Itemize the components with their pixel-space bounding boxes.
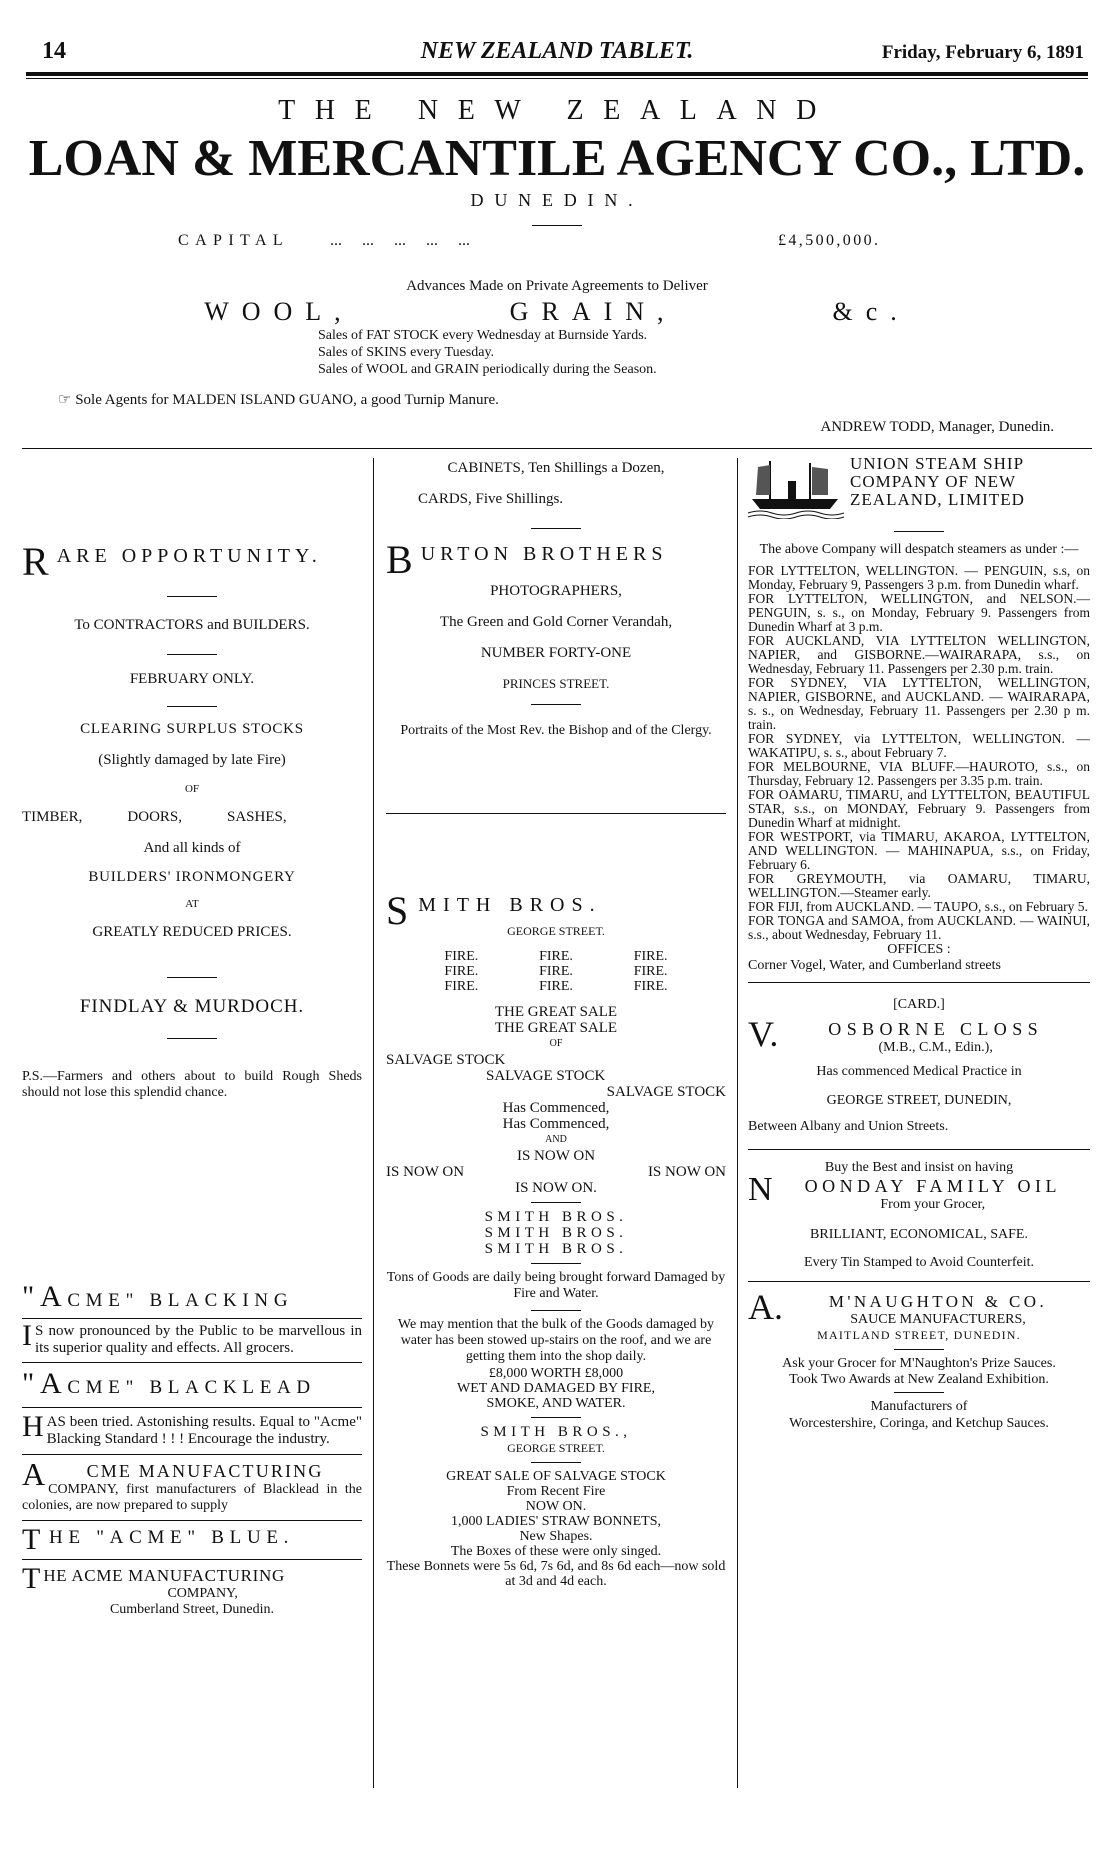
divider [167, 706, 217, 707]
mnaughton-title: M'NAUGHTON & CO. [828, 1292, 1048, 1312]
divider [531, 1202, 581, 1203]
mention-text: We may mention that the bulk of the Goods damaged by water has been stowed up-stairs on the roof, and we are getting them into the shop daily. [397, 1317, 715, 1365]
number-line: NUMBER FORTY-ONE [480, 645, 632, 661]
sales-list [318, 327, 1114, 378]
noonday-title: OONDAY FAMILY OIL [804, 1175, 1061, 1196]
divider [531, 1263, 581, 1264]
maitland-street: MAITLAND STREET, DUNEDIN. [817, 1328, 1021, 1343]
page-number: 14 [42, 38, 66, 64]
divider [167, 654, 217, 655]
sailing-item: FOR TONGA and SAMOA, from AUCKLAND. — WAINUI, s.s., about Wednesday, February 11. [748, 913, 1090, 943]
great-sale-line: THE GREAT SALE [494, 1004, 618, 1021]
between-streets: Between Albany and Union Streets. [748, 1118, 949, 1134]
mnaughton-advert [748, 1292, 1090, 1343]
commenced-line: Has Commenced, [502, 1100, 610, 1117]
sailing-item: FOR FIJI, from AUCKLAND. — TAUPO, s.s., on February 5. [748, 899, 1088, 915]
drop-cap: A. [748, 1292, 783, 1328]
divider [167, 596, 217, 597]
fire-word: FIRE. [539, 964, 573, 980]
worth-block [386, 1366, 726, 1411]
smith-bros-repeat [386, 1209, 726, 1257]
portraits-line: Portraits of the Most Rev. the Bishop and of the Clergy. [400, 723, 712, 738]
smith-bros-heading [386, 894, 726, 928]
salvage-line: SALVAGE STOCK [386, 1052, 506, 1069]
now-on-line: IS NOW ON. [515, 1180, 597, 1197]
sauce-types: Worcestershire, Coringa, and Ketchup Sauces. [789, 1415, 1049, 1431]
acme-blacking-text [22, 1323, 362, 1358]
heading-text: CME" BLACKING [67, 1290, 294, 1311]
drop-cap: B [386, 543, 418, 577]
acme-blue-heading [22, 1527, 362, 1553]
divider [167, 1038, 217, 1039]
capital-dots: ... ... ... ... ... [330, 232, 470, 249]
sales-skins: Sales of SKINS every Tuesday. [318, 345, 495, 360]
drop-cap: N [748, 1175, 773, 1208]
guano-line: ☞ Sole Agents for MALDEN ISLAND GUANO, a good Turnip Manure. [58, 392, 499, 408]
two-awards: Took Two Awards at New Zealand Exhibition. [789, 1372, 1049, 1388]
salvage-line: SALVAGE STOCK [606, 1084, 726, 1101]
tons-of-goods: Tons of Goods are daily being brought forward Damaged by Fire and Water. [386, 1270, 726, 1302]
heading-text: CME" BLACKLEAD [67, 1376, 316, 1398]
great-sale-block [386, 1004, 726, 1052]
sailing-item: FOR GREYMOUTH, via OAMARU, TIMARU, WELLINGTON.—Steamer early. [748, 871, 1090, 901]
fire-word: FIRE. [633, 949, 668, 965]
acme-adverts [22, 1280, 362, 1618]
divider [532, 225, 582, 226]
advances-line: Advances Made on Private Agreements to Deliver [406, 278, 708, 294]
section-rule [22, 448, 1092, 449]
drop-cap: R [22, 539, 54, 584]
buy-best-line: Buy the Best and insist on having [824, 1159, 1014, 1175]
drop-cap: T [22, 1527, 47, 1553]
drop-cap: S [386, 894, 416, 929]
sailing-item: FOR AUCKLAND, VIA LYTTELTON WELLINGTON, NAPIER, and GISBORNE.—WAIRARAPA, s.s., on Wednesday, February 11. Passengers per 2.30 p.m. train. [748, 633, 1090, 677]
and-line: AND [545, 1134, 567, 1146]
kinds-line: And all kinds of [143, 840, 241, 856]
of-line: OF [549, 1038, 563, 1050]
drop-cap: A [22, 1461, 46, 1492]
osborne-closs-card [748, 1019, 1090, 1056]
body-text: S now pronounced by the Public to be marvellous in its superior quality and effects. All grocers. [35, 1323, 362, 1357]
heading-text: HE "ACME" BLUE. [49, 1527, 295, 1549]
despatch-line: The above Company will despatch steamers as under :— [759, 542, 1079, 557]
timber-line: TIMBER, DOORS, SASHES, [22, 809, 287, 825]
heading-text: ARE OPPORTUNITY. [56, 545, 322, 567]
from-grocer: From your Grocer, [880, 1196, 986, 1212]
rare-opportunity-heading [22, 539, 362, 584]
commodities: WOOL, GRAIN, &c. [204, 297, 910, 326]
address-line: Cumberland Street, Dunedin. [109, 1601, 275, 1617]
smith-line: SMITH BROS. [484, 1241, 628, 1258]
column-rule-1 [373, 458, 374, 1788]
sailing-item: FOR MELBOURNE, VIA BLUFF.—HAUROTO, s.s., on Thursday, February 12. Passengers per 3.35 p.m. train. [748, 759, 1090, 789]
column-3 [748, 455, 1090, 1775]
divider [531, 1417, 581, 1418]
sailing-item: FOR SYDNEY, via LYTTELTON, WELLINGTON. — WAKATIPU, s. s., about February 7. [748, 731, 1090, 761]
boxes-singed: The Boxes of these were only singed. [450, 1543, 662, 1559]
cards-line: CARDS, Five Shillings. [418, 491, 564, 507]
fire-word: FIRE. [444, 979, 479, 995]
contractors-line: To CONTRACTORS and BUILDERS. [74, 617, 310, 633]
sailing-list [748, 564, 1090, 942]
manufacturers-of: Manufacturers of [870, 1399, 968, 1415]
divider [894, 1349, 944, 1350]
smith-line: SMITH BROS. [484, 1225, 628, 1242]
issue-date: Friday, February 6, 1891 [881, 42, 1084, 63]
great-sale-line: THE GREAT SALE [494, 1020, 618, 1037]
card-label: [CARD.] [893, 997, 945, 1013]
agency-city: DUNEDIN. [470, 190, 644, 210]
manager-line: ANDREW TODD, Manager, Dunedin. [820, 419, 1054, 435]
company-line: COMPANY, [167, 1585, 238, 1601]
now-on-line: IS NOW ON [386, 1164, 465, 1181]
sailing-item: FOR OAMARU, TIMARU, and LYTTELTON, BEAUTIFUL STAR, s.s., on MONDAY, February 9. Passengers from Dunedin Wharf at midnight. [748, 787, 1090, 831]
acme-manufacturing [22, 1461, 362, 1514]
column-2 [386, 455, 726, 1775]
body-text: AS been tried. Astonishing results. Equal to "Acme" Blacking Standard ! ! ! Encourage the industry. [46, 1413, 362, 1447]
february-only: FEBRUARY ONLY. [129, 671, 255, 687]
divider [531, 704, 581, 705]
divider [894, 531, 944, 532]
now-on-line: IS NOW ON [647, 1164, 726, 1181]
sailing-item: FOR WESTPORT, via TIMARU, AKAROA, LYTTELTON, AND WELLINGTON. — MAHINAPUA, s.s., on Friday, February 6. [748, 829, 1090, 873]
worth-line: £8,000 WORTH £8,000 [488, 1365, 624, 1381]
counterfeit-line: Every Tin Stamped to Avoid Counterfeit. [804, 1255, 1034, 1271]
acme-blacklead-text [22, 1414, 362, 1449]
ladies-bonnets: 1,000 LADIES' STRAW BONNETS, [451, 1513, 661, 1529]
agency-advert [0, 95, 1114, 435]
noonday-oil-advert [748, 1176, 1090, 1213]
of-line: OF [184, 783, 200, 795]
smoke-line: SMOKE, AND WATER. [486, 1395, 626, 1411]
osborne-degrees: (M.B., C.M., Edin.), [878, 1040, 993, 1056]
capital-label: CAPITAL [178, 232, 290, 249]
offices-label: OFFICES : [887, 942, 951, 958]
ps-note: P.S.—Farmers and others about to build Rough Sheds should not lose this splendid chance. [22, 1069, 362, 1101]
sales-fat-stock: Sales of FAT STOCK every Wednesday at Burnside Yards. [318, 328, 648, 343]
sailing-item: FOR LYTTELTON, WELLINGTON. — PENGUIN, s.s, on Monday, February 9, Passengers 3 p.m. from Dunedin wharf. [748, 563, 1090, 593]
burton-brothers-heading [386, 543, 726, 577]
sailing-item: FOR SYDNEY, VIA LYTTELTON, WELLINGTON, NAPIER, GISBORNE, and AUCKLAND. — WAIRARAPA, s. s., on Wednesday, February 11. Passengers per 2.30 p m. train. [748, 675, 1090, 733]
photographers: PHOTOGRAPHERS, [490, 583, 622, 599]
fire-word: FIRE. [444, 964, 479, 980]
acme-blacklead-heading [22, 1367, 362, 1401]
ironmongery-line: BUILDERS' IRONMONGERY [88, 869, 296, 885]
fire-grid [386, 949, 726, 994]
salvage-line: SALVAGE STOCK [486, 1068, 606, 1085]
sauce-manufacturers: SAUCE MANUFACTURERS, [850, 1312, 1026, 1328]
drop-cap: T [22, 1565, 41, 1595]
acme-company-title: HE ACME MANUFACTURING [43, 1565, 285, 1585]
now-on: NOW ON. [525, 1498, 587, 1514]
findlay-murdoch: FINDLAY & MURDOCH. [79, 996, 305, 1017]
verandah-line: The Green and Gold Corner Verandah, [439, 614, 673, 630]
wet-line: WET AND DAMAGED BY FIRE, [457, 1380, 655, 1396]
commenced-line: Has Commenced, [502, 1116, 610, 1133]
new-shapes: New Shapes. [519, 1528, 593, 1544]
prices-line: GREATLY REDUCED PRICES. [92, 924, 292, 940]
agency-name: LOAN & MERCANTILE AGENCY CO., LTD. [28, 130, 1086, 187]
fire-word: FIRE. [444, 949, 479, 965]
osborne-name: OSBORNE CLOSS [828, 1019, 1044, 1040]
offices-address: Corner Vogel, Water, and Cumberland streets [748, 958, 1001, 974]
george-street-2: GEORGE STREET. [507, 1440, 605, 1455]
page-header [20, 38, 1094, 68]
george-street: GEORGE STREET. [507, 924, 605, 939]
princes-street: PRINCES STREET. [502, 676, 610, 691]
damaged-line: (Slightly damaged by late Fire) [98, 752, 286, 768]
divider [531, 1462, 581, 1463]
fire-word: FIRE. [539, 949, 573, 965]
divider [531, 528, 581, 529]
ask-grocer: Ask your Grocer for M'Naughton's Prize Sauces. [782, 1356, 1056, 1372]
drop-cap: "A [22, 1280, 68, 1313]
masthead-title: NEW ZEALAND TABLET. [420, 38, 694, 64]
acme-mfg-title: CME MANUFACTURING [86, 1461, 324, 1481]
fire-word: FIRE. [633, 964, 668, 980]
fire-word: FIRE. [633, 979, 668, 995]
bonnet-prices: These Bonnets were 5s 6d, 7s 6d, and 8s 6d each—now sold at 3d and 4d each. [386, 1558, 726, 1589]
clearing-line: CLEARING SURPLUS STOCKS [80, 721, 304, 737]
drop-cap: V. [748, 1019, 779, 1055]
steamship-icon [748, 455, 844, 519]
drop-cap: "A [22, 1366, 68, 1400]
practice-line: Has commenced Medical Practice in [816, 1064, 1022, 1080]
drop-cap: I [22, 1323, 32, 1352]
union-steamship-heading [748, 455, 1090, 519]
column-rule-2 [737, 458, 738, 1788]
heading-text: URTON BROTHERS [420, 543, 668, 565]
header-rule [26, 72, 1088, 79]
smith-line: SMITH BROS. [484, 1209, 628, 1226]
bonnets-block [386, 1469, 726, 1589]
capital-value: £4,500,000. [778, 232, 881, 249]
now-on-line: IS NOW ON [516, 1148, 596, 1165]
great-sale-salvage: GREAT SALE OF SALVAGE STOCK [446, 1468, 666, 1484]
acme-company-address [22, 1566, 362, 1618]
recent-fire: From Recent Fire [506, 1483, 606, 1499]
body-text: COMPANY, first manufacturers of Blacklead in the colonies, are now prepared to supply [22, 1482, 362, 1514]
union-title: UNION STEAM SHIP COMPANY OF NEW ZEALAND, LIMITED [850, 455, 1025, 509]
heading-text: MITH BROS. [418, 894, 602, 917]
cabinets-line: CABINETS, Ten Shillings a Dozen, [447, 460, 665, 476]
divider [167, 977, 217, 978]
acme-blacking-heading [22, 1280, 362, 1314]
smith-bros-sign: SMITH BROS., [480, 1423, 632, 1440]
george-street-dunedin: GEORGE STREET, DUNEDIN, [826, 1092, 1012, 1108]
salvage-block [386, 1052, 726, 1196]
drop-cap: H [22, 1413, 44, 1443]
at-line: AT [185, 898, 199, 910]
divider [894, 1392, 944, 1393]
divider [531, 1310, 581, 1311]
brilliant-line: BRILLIANT, ECONOMICAL, SAFE. [810, 1226, 1028, 1242]
sailing-item: FOR LYTTELTON, WELLINGTON, and NELSON.—PENGUIN, s. s., on Monday, February 9. Passengers from Dunedin Wharf at 3 p.m. [748, 591, 1090, 635]
capital-row [0, 232, 1114, 260]
fire-word: FIRE. [539, 979, 573, 995]
column-1 [22, 539, 362, 1865]
sales-wool: Sales of WOOL and GRAIN periodically during the Season. [318, 362, 657, 377]
agency-line1: THE NEW ZEALAND [278, 95, 836, 126]
